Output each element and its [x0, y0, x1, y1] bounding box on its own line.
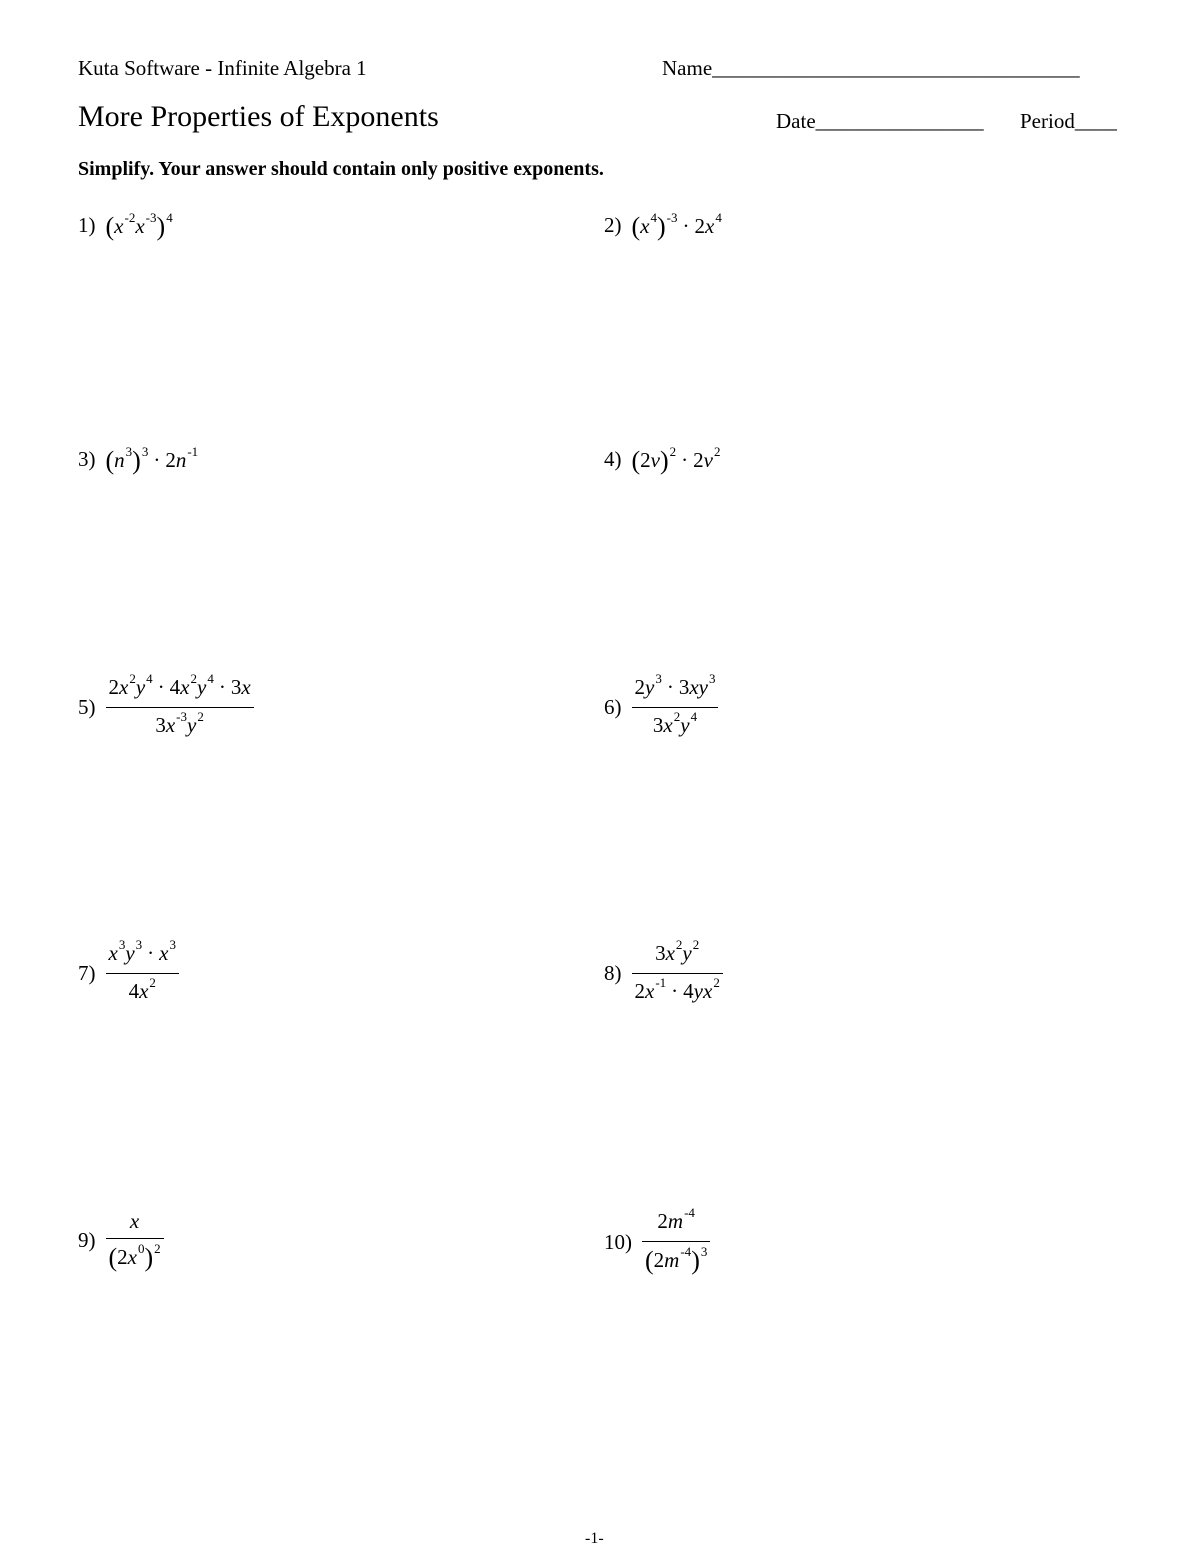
- fraction-bar: [642, 1241, 710, 1242]
- problem-7: [78, 938, 179, 1009]
- problem-number: 4): [604, 446, 622, 471]
- problem-expression: $(n^3)^3 \cdot 2n^{-1}$: [105, 444, 199, 475]
- publisher-label: Kuta Software - Infinite Algebra 1: [78, 56, 367, 80]
- problem-number: 10): [604, 1229, 632, 1254]
- instructions: Simplify. Your answer should contain only positive exponents.: [78, 158, 604, 180]
- fraction-bar: [106, 1238, 164, 1239]
- fraction-bar: [632, 973, 723, 974]
- fraction-bar: [106, 973, 179, 974]
- fraction-bar: [632, 707, 719, 708]
- problem-expression: $(2v)^2 \cdot 2v^2$: [631, 444, 721, 475]
- problem-number: 6): [604, 695, 622, 719]
- problem-6: [604, 672, 718, 743]
- problem-9: [78, 1206, 164, 1275]
- problem-number: 5): [78, 695, 96, 719]
- problem-1: [78, 210, 173, 240]
- problem-number: 8): [604, 961, 622, 985]
- problem-5: [78, 672, 254, 743]
- problem-expression: $\frac{2y^3 \cdot 3xy^3}{3x^2y^4}$: [632, 672, 719, 743]
- name-field[interactable]: Name___________________________________: [662, 56, 1080, 80]
- problem-expression: $(x^4)^{-3} \cdot 2x^4$: [631, 210, 722, 241]
- problem-number: 7): [78, 961, 96, 985]
- problem-number: 9): [78, 1228, 96, 1252]
- fraction-bar: [106, 707, 254, 708]
- problem-number: 2): [604, 212, 622, 237]
- problem-expression: $\frac{3x^2y^2}{2x^{-1} \cdot 4yx^2}$: [632, 938, 723, 1009]
- problem-expression: $(x^{-2}x^{-3})^4$: [105, 210, 173, 241]
- worksheet-title: More Properties of Exponents: [78, 100, 439, 133]
- problem-10: [604, 1206, 710, 1278]
- problem-3: [78, 444, 198, 474]
- page-number: -1-: [585, 1530, 604, 1547]
- period-field[interactable]: Period____: [1020, 109, 1117, 133]
- problem-4: [604, 444, 721, 474]
- problem-expression: $\frac{x}{(2x^0)^2}$: [106, 1206, 164, 1275]
- problem-2: [604, 210, 722, 240]
- problem-number: 3): [78, 446, 96, 471]
- problem-expression: $\frac{2m^{-4}}{(2m^{-4})^3}$: [642, 1206, 710, 1278]
- problem-expression: $\frac{2x^2y^4 \cdot 4x^2y^4 \cdot 3x}{3x^{-3}y^2}$: [106, 672, 254, 743]
- problem-8: [604, 938, 723, 1009]
- date-field[interactable]: Date________________: [776, 109, 984, 133]
- problem-expression: $\frac{x^3y^3 \cdot x^3}{4x^2}$: [106, 938, 179, 1009]
- problem-number: 1): [78, 212, 96, 237]
